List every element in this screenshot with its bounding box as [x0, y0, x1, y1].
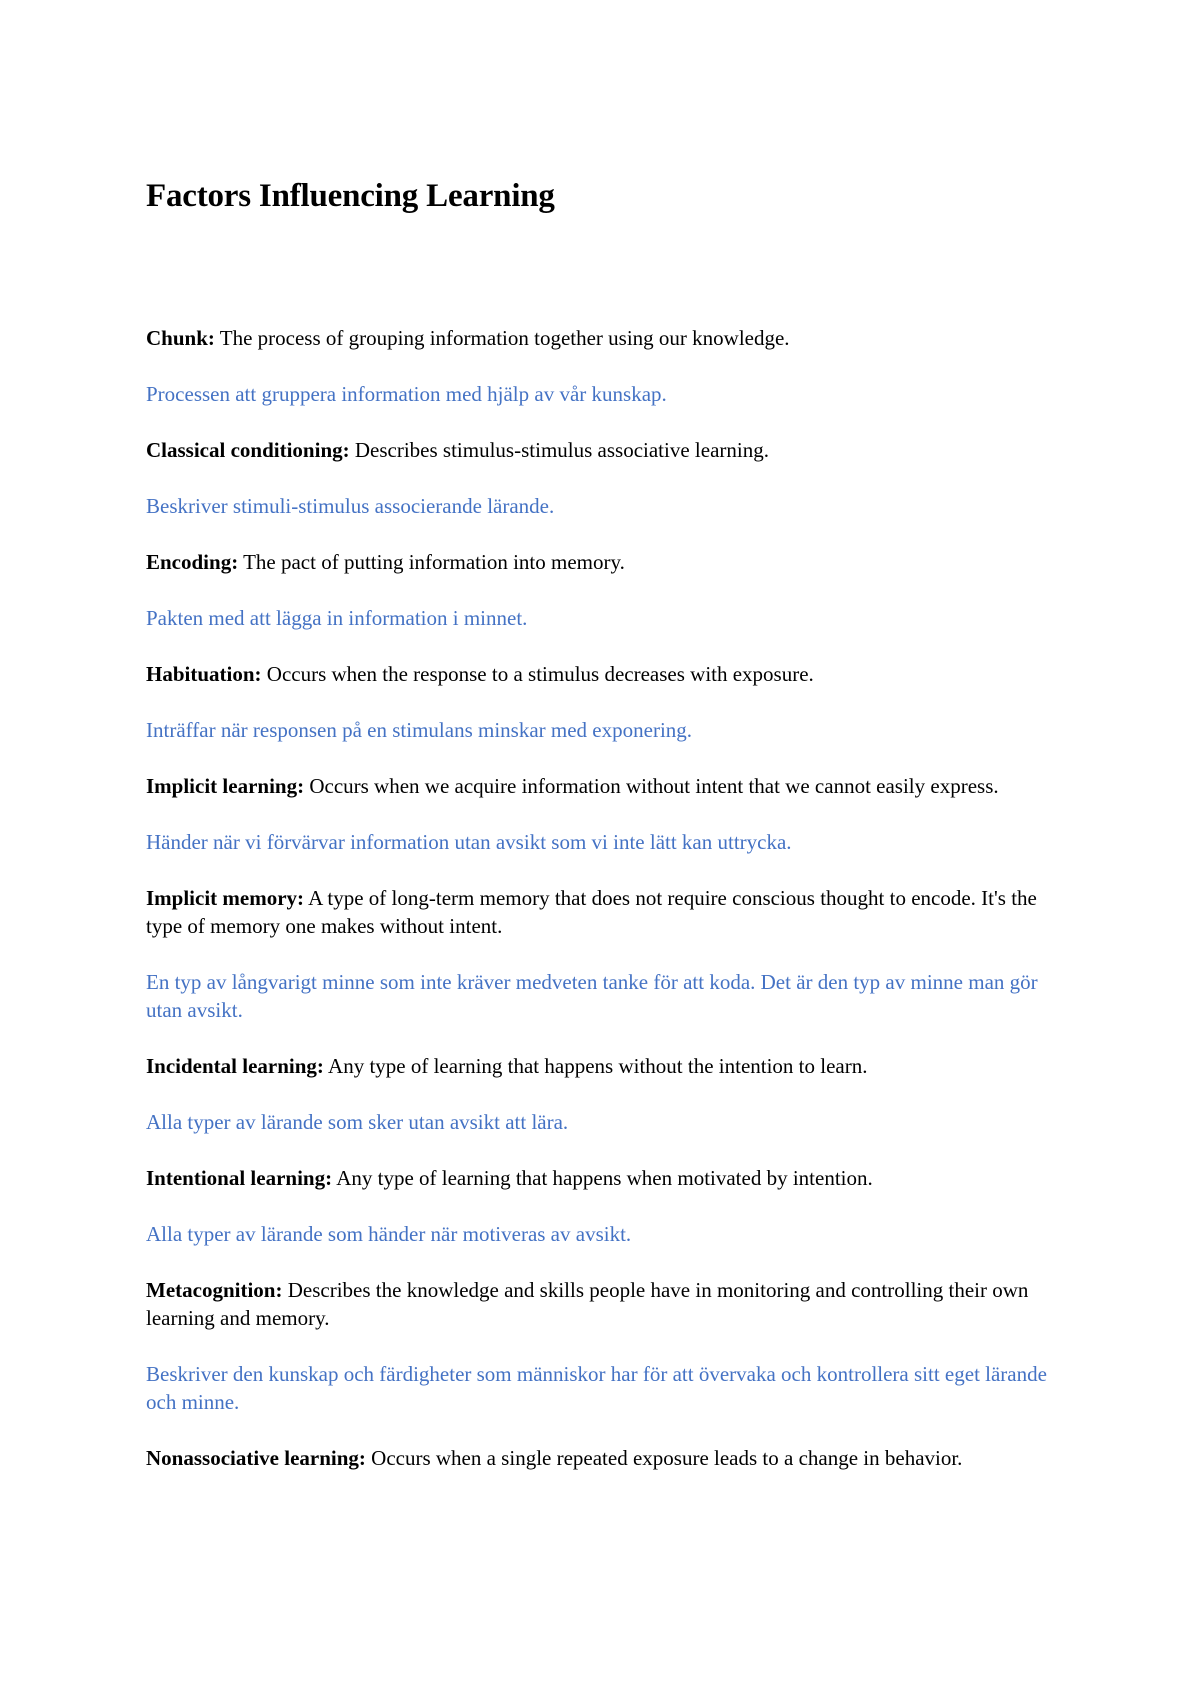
term-label: Implicit learning: [146, 773, 305, 798]
page-title: Factors Influencing Learning [146, 178, 555, 214]
term-label: Intentional learning: [146, 1165, 333, 1190]
glossary-entry-implicit-memory [146, 884, 1066, 1024]
glossary-entry-metacognition [146, 1276, 1066, 1416]
translation-text: Alla typer av lärande som sker utan avsikt att lära. [146, 1109, 569, 1134]
translation-text: Alla typer av lärande som händer när motiveras av avsikt. [146, 1221, 632, 1246]
term-label: Chunk: [146, 325, 215, 350]
definition-text: Occurs when we acquire information without intent that we cannot easily express. [309, 773, 999, 798]
term-label: Incidental learning: [146, 1053, 324, 1078]
translation-text: Inträffar när responsen på en stimulans minskar med exponering. [146, 717, 693, 742]
definition-text: A type of long-term memory that does not require conscious thought to encode. It's the type of memory one makes without intent. [146, 885, 1037, 938]
definition-text: Describes stimulus-stimulus associative learning. [354, 437, 769, 462]
translation-text: Händer när vi förvärvar information utan avsikt som vi inte lätt kan uttrycka. [146, 829, 792, 854]
translation-text: En typ av långvarigt minne som inte kräver medveten tanke för att koda. Det är den typ av minne man gör utan avsikt. [146, 969, 1038, 1022]
glossary-entry-classical-conditioning [146, 436, 1066, 520]
definition-line [146, 1052, 1066, 1080]
glossary-entry-chunk [146, 324, 1066, 408]
definition-text: Any type of learning that happens when motivated by intention. [336, 1165, 873, 1190]
term-label: Metacognition: [146, 1277, 283, 1302]
definition-line [146, 660, 1066, 688]
glossary-entry-incidental-learning [146, 1052, 1066, 1136]
translation-text: Processen att gruppera information med hjälp av vår kunskap. [146, 381, 667, 406]
glossary-entry-intentional-learning [146, 1164, 1066, 1248]
definition-line [146, 1164, 1066, 1192]
definition-line [146, 1444, 1066, 1472]
definition-text: Any type of learning that happens without the intention to learn. [328, 1053, 868, 1078]
definition-text: Occurs when the response to a stimulus decreases with exposure. [266, 661, 814, 686]
term-label: Encoding: [146, 549, 239, 574]
translation-text: Beskriver stimuli-stimulus associerande lärande. [146, 493, 555, 518]
translation-text: Pakten med att lägga in information i minnet. [146, 605, 528, 630]
translation-text: Beskriver den kunskap och färdigheter som människor har för att övervaka och kontrollera sitt eget lärande och minne. [146, 1361, 1047, 1414]
definition-line [146, 436, 1066, 464]
definition-line [146, 548, 1066, 576]
term-label: Nonassociative learning: [146, 1445, 366, 1470]
definition-text: The pact of putting information into memory. [243, 549, 625, 574]
definition-line [146, 772, 1066, 800]
document-body [146, 178, 1066, 1500]
definition-text: The process of grouping information together using our knowledge. [219, 325, 790, 350]
term-label: Classical conditioning: [146, 437, 350, 462]
definition-line [146, 884, 1066, 940]
definition-line [146, 324, 1066, 352]
glossary-entry-habituation [146, 660, 1066, 744]
term-label: Implicit memory: [146, 885, 305, 910]
term-label: Habituation: [146, 661, 262, 686]
definition-line [146, 1276, 1066, 1332]
definition-text: Describes the knowledge and skills people have in monitoring and controlling their own learning and memory. [146, 1277, 1029, 1330]
glossary-entry-implicit-learning [146, 772, 1066, 856]
glossary-entry-nonassociative-learning [146, 1444, 1066, 1472]
definition-text: Occurs when a single repeated exposure leads to a change in behavior. [371, 1445, 963, 1470]
glossary-entry-encoding [146, 548, 1066, 632]
